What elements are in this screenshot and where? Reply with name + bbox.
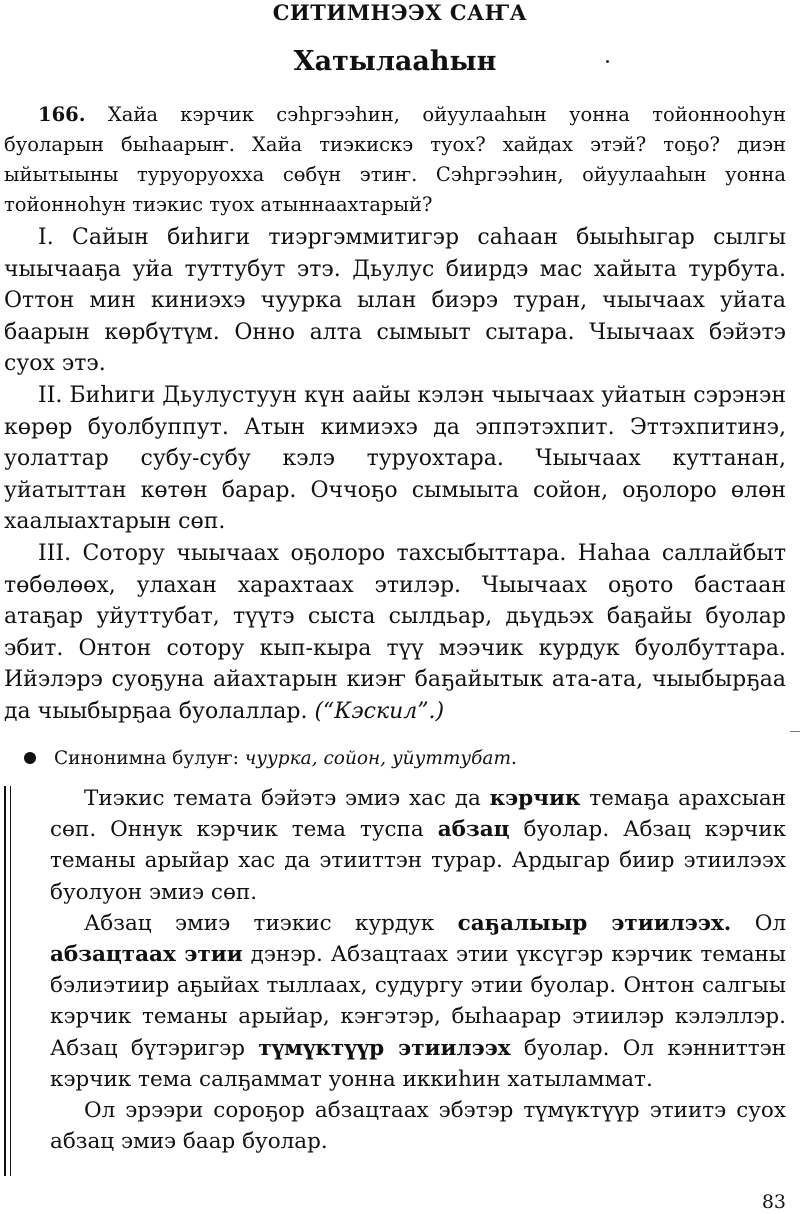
theory-paragraph-3: Ол эрээри сороҕор абзацтаах эбэтэр түмүктүүр этиитэ суох абзац эмиэ баар буолар. xyxy=(50,1098,786,1155)
theory-rule-thick xyxy=(4,786,6,1176)
bullet-icon xyxy=(24,752,36,764)
theory-p2-text-a: Абзац эмиэ тиэкис курдук xyxy=(84,910,458,936)
theory-block xyxy=(50,783,786,1157)
passage-source: (“Кэскил”.) xyxy=(314,698,445,724)
passage-paragraph-1: I. Сайын биһиги тиэргэммитигэр саһаан быыһыгар сылгы чыычааҕа уйа туттубут этэ. Дьулус биирдэ мас хайыта турбута. Оттон мин киниэхэ чуурка ылан биэрэ туран, чыычаах уйата баарын көрбүтүм. Онно алта сымыыт сытара. Чыычаах бэйэтэ суох этэ. xyxy=(4,225,786,377)
term-sagalyyr: саҕалыыр этиилээх. xyxy=(457,910,732,936)
synonym-note xyxy=(30,744,517,774)
passage-paragraph-2: II. Биһиги Дьулустуун күн аайы кэлэн чыычаах уйатын сэрэнэн көрөр буолбуппут. Атын кимиэхэ да эппэтэхпит. Эттэхпитинэ, уолаттар субу-субу кэлэ туруохтара. Чыычаах куттанан, уйатыттан көтөн барар. Оччоҕо сымыыта сойон, оҕолоро өлөн хаалыахтарын сөп. xyxy=(4,382,786,535)
exercise-task xyxy=(4,100,786,220)
stray-dot xyxy=(606,60,609,63)
note-words: чуурка, сойон, уйуттубат. xyxy=(244,748,517,769)
edge-mark xyxy=(790,731,800,732)
theory-p1-text-d: буолар. Абзац кэрчик теманы арыйар хас да этииттэн турар. Ардыгар биир этиилээх буолуон эмиэ сөп. xyxy=(50,817,787,905)
passage-paragraph-3 xyxy=(4,538,786,728)
exercise-text xyxy=(4,100,786,220)
theory-paragraph-2 xyxy=(50,908,786,1095)
exercise-instruction: Хайа кэрчик сэһргээһин, ойуулааһын уонна тойоннооһун буоларын быһаарыҥ. Хайа тиэкискэ туох? хайдах этэй? тоҕо? диэн ыйытыыны туруоруохха сөбүн этиҥ. Сэһргээһин, ойуулааһын уонна тойонноһун тиэкис туох атыннаахтарый? xyxy=(4,103,787,216)
theory-paragraph-1 xyxy=(50,783,786,908)
section-title: Хатылааһын xyxy=(293,46,497,77)
theory-p1-text-c: темаҕа арахсыан сөп. Оннук кэрчик тема туспа xyxy=(50,786,786,843)
note-label: Синонимна булуҥ: xyxy=(54,748,239,769)
theory-p2-text-c: Ол xyxy=(731,910,786,936)
page-number: 83 xyxy=(761,1191,786,1213)
running-head: СИТИМНЭЭХ САҤА xyxy=(272,0,528,25)
term-abzats: абзац xyxy=(437,817,510,843)
exercise-number: 166. xyxy=(38,103,86,126)
passage-paragraph-3-text: III. Сотору чыычаах оҕолоро тахсыбыттара. Наһаа саллайбыт төбөлөөх, улахан харахтаах этилэр. Чыычаах оҕото бастаан атаҕар уйуттубат, түүтэ сыста сылдьар, дьүдьэх баҕайы буолар эбит. Онтон сотору кып-кыра түү мээчик курдук буолбуттара. Ийэлэрэ суоҕуна айахтарын киэҥ баҕайытык ата-ата, чыыбырҕаа да чыыбырҕаа буолаллар. xyxy=(4,540,786,724)
theory-p1-text-a: Тиэкис темата бэйэтэ эмиэ хас да xyxy=(84,786,490,811)
theory-rule-thin xyxy=(10,786,11,1176)
theory-p2-text-d: дэнэр. Абзацтаах этии үксүгэр кэрчик теманы бэлиэтиир аҕыйах тыллаах, судургу этии буолар. Онтон салгыы кэрчик теманы арыйар, кэҥэтэр, быһаарар этиилэр кэлэллэр. Абзац бүтэригэр xyxy=(50,942,787,1061)
theory-p2-text-e: буолар. Ол кэнниттэн кэрчик тема салҕаммат уонна иккиһин хатыламмат. xyxy=(50,1035,787,1092)
term-tumuktuur: түмүктүүр этиилээх xyxy=(258,1035,511,1061)
term-kerchik: кэрчик xyxy=(489,786,581,811)
exercise-passage xyxy=(4,222,786,728)
term-abzatstaah: абзацтаах этии xyxy=(50,942,243,968)
